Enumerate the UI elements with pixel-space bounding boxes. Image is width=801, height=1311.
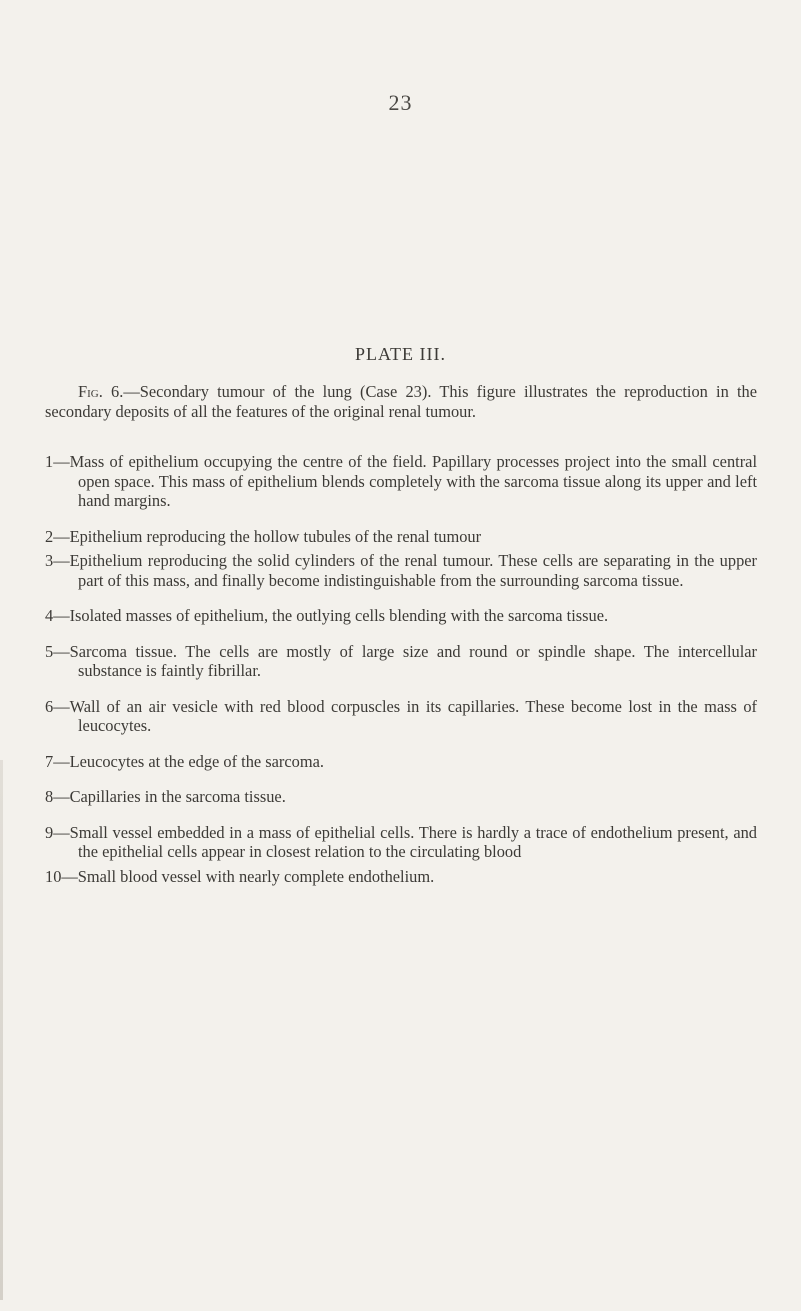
legend-item-4 <box>45 606 757 626</box>
legend-item-text: 6—Wall of an air vesicle with red blood corpuscles in its capillaries. These become lost in the mass of leucocytes. <box>45 696 757 735</box>
legend-item-text: 4—Isolated masses of epithelium, the outlying cells blending with the sarcoma tissue. <box>45 606 609 625</box>
figure-label: Fig. 6. <box>78 382 124 401</box>
legend-item-text: 10—Small blood vessel with nearly complete endothelium. <box>45 866 435 886</box>
legend-item-text: 8—Capillaries in the sarcoma tissue. <box>45 787 286 806</box>
legend-item-6 <box>45 697 757 736</box>
legend-item-10 <box>45 867 757 887</box>
legend-list <box>45 452 757 902</box>
legend-item-text: 5—Sarcoma tissue. The cells are mostly of large size and round or spindle shape. The intercellular substance is faintly fibrillar. <box>45 641 757 680</box>
binding-edge <box>0 760 3 1300</box>
legend-item-text: 9—Small vessel embedded in a mass of epithelial cells. There is hardly a trace of endothelium present, and the epithelial cells appear in closest relation to the circulating blood <box>45 822 757 861</box>
plate-title: PLATE III. <box>355 344 446 364</box>
legend-item-5 <box>45 642 757 681</box>
legend-item-3 <box>45 551 757 590</box>
figure-caption <box>45 382 757 421</box>
legend-item-text: 2—Epithelium reproducing the hollow tubules of the renal tumour <box>45 526 482 546</box>
legend-item-8 <box>45 787 757 807</box>
page-number: 23 <box>388 90 413 115</box>
legend-item-1 <box>45 452 757 511</box>
legend-item-text: 3—Epithelium reproducing the solid cylinders of the renal tumour. These cells are separating in the upper part of this mass, and finally become indistinguishable from the surrounding sarcoma tissue. <box>45 551 757 590</box>
legend-item-7 <box>45 752 757 772</box>
legend-item-2 <box>45 527 757 547</box>
figure-caption-text: —Secondary tumour of the lung (Case 23). This figure illustrates the reproduction in the secondary deposits of all the features of the original renal tumour. <box>45 382 757 421</box>
legend-item-9 <box>45 823 757 862</box>
legend-item-text: 7—Leucocytes at the edge of the sarcoma. <box>45 751 324 771</box>
legend-item-text: 1—Mass of epithelium occupying the centre of the field. Papillary processes project into the small central open space. This mass of epithelium blends completely with the sarcoma tissue along its upper and left hand margins. <box>45 452 757 510</box>
